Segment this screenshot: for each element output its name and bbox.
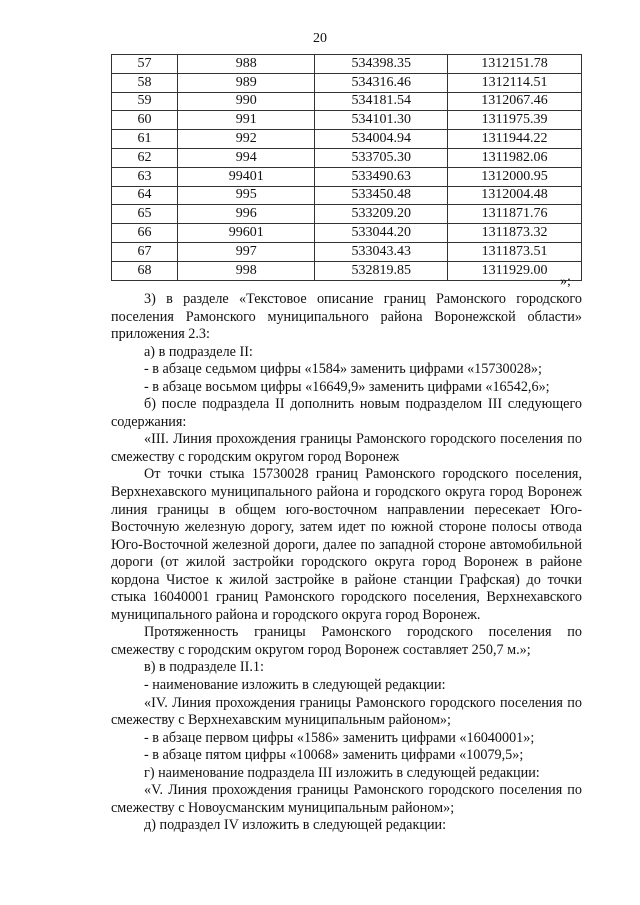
table-closing-quote: »; [560, 274, 571, 289]
table-row [112, 111, 582, 130]
table-cell: 990 [178, 92, 315, 111]
table-cell: 1311982.06 [448, 148, 582, 167]
table-cell: 99401 [178, 167, 315, 186]
table-row [112, 73, 582, 92]
table-cell: 1311871.76 [448, 205, 582, 224]
table-cell: 1312067.46 [448, 92, 582, 111]
table-cell: 994 [178, 148, 315, 167]
table-cell: 534181.54 [315, 92, 448, 111]
table-cell: 996 [178, 205, 315, 224]
table-cell: 58 [112, 73, 178, 92]
paragraph: - в абзаце пятом цифры «10068» заменить цифрами «10079,5»; [144, 747, 524, 764]
table-row [112, 130, 582, 149]
table-cell: 57 [112, 55, 178, 74]
table-cell: 533450.48 [315, 186, 448, 205]
table-row [112, 186, 582, 205]
paragraph: От точки стыка 15730028 границ Рамонского городского поселения, Верхнехавского муниципального района и городского округа город Воронеж линия границы в общем юго-восточном направлении пересекает Юго-Восточную железную дорогу, затем идет по южной стороне полосы отвода Юго-Восточной железной дороги, далее по западной стороне автомобильной дороги (от жилой застройки городского округа город Воронеж в районе кордона Чистое к жилой застройке в районе станции Графская) до точки стыка 16040001 границ Рамонского городского поселения, Верхнехавского муниципального района и городского округа город Воронеж. [111, 466, 582, 623]
table-cell: 992 [178, 130, 315, 149]
table-cell: 1311975.39 [448, 111, 582, 130]
table-cell: 1312000.95 [448, 167, 582, 186]
paragraph: «IV. Линия прохождения границы Рамонского городского поселения по смежеству с Верхнехавским муниципальным районом»; [111, 694, 582, 729]
table-cell: 995 [178, 186, 315, 205]
table-cell: 59 [112, 92, 178, 111]
paragraph: г) наименование подраздела III изложить в следующей редакции: [144, 764, 540, 781]
table-cell: 1311873.51 [448, 242, 582, 261]
table-cell: 533705.30 [315, 148, 448, 167]
table-cell: 534398.35 [315, 55, 448, 74]
paragraph: Протяженность границы Рамонского городского поселения по смежеству с городским округом город Воронеж составляет 250,7 м.»; [111, 624, 582, 658]
paragraph: 3) в разделе «Текстовое описание границ Рамонского городского поселения Рамонского муниципального района Воронежской области» приложения 2.3: [111, 291, 582, 343]
table-cell: 533043.43 [315, 242, 448, 261]
table-row [112, 261, 582, 280]
table-cell: 61 [112, 130, 178, 149]
table-cell: 534101.30 [315, 111, 448, 130]
table-cell: 68 [112, 261, 178, 280]
paragraph: «III. Линия прохождения границы Рамонского городского поселения по смежеству с городским округом город Воронеж [111, 431, 582, 465]
paragraph: - в абзаце первом цифры «1586» заменить цифрами «16040001»; [144, 729, 535, 746]
page-number: 20 [313, 31, 327, 46]
table-cell: 988 [178, 55, 315, 74]
paragraph: - в абзаце седьмом цифры «1584» заменить цифрами «15730028»; [144, 361, 542, 378]
table-row [112, 167, 582, 186]
table-row [112, 55, 582, 74]
coordinates-table [111, 54, 582, 281]
table-cell: 99601 [178, 224, 315, 243]
paragraph: «V. Линия прохождения границы Рамонского городского поселения по смежеству с Новоусманским муниципальным районом»; [111, 782, 582, 816]
table-cell: 991 [178, 111, 315, 130]
table-cell: 1311944.22 [448, 130, 582, 149]
table-cell: 533490.63 [315, 167, 448, 186]
table-cell: 534316.46 [315, 73, 448, 92]
table-row [112, 205, 582, 224]
table-cell: 534004.94 [315, 130, 448, 149]
paragraph: - в абзаце восьмом цифры «16649,9» заменить цифрами «16542,6»; [144, 378, 550, 395]
table-cell: 66 [112, 224, 178, 243]
table-cell: 62 [112, 148, 178, 167]
table-cell: 1311873.32 [448, 224, 582, 243]
table-cell: 60 [112, 111, 178, 130]
paragraph: в) в подразделе II.1: [144, 659, 264, 676]
table-cell: 1312004.48 [448, 186, 582, 205]
table-cell: 1311929.00 [448, 261, 582, 280]
table-cell: 997 [178, 242, 315, 261]
paragraph: б) после подраздела II дополнить новым подразделом III следующего содержания: [111, 396, 582, 430]
table-row [112, 92, 582, 111]
table-cell: 1312151.78 [448, 55, 582, 74]
table-cell: 532819.85 [315, 261, 448, 280]
table-row [112, 242, 582, 261]
table-cell: 533209.20 [315, 205, 448, 224]
table-row [112, 148, 582, 167]
paragraph: а) в подразделе II: [144, 343, 253, 360]
table-cell: 67 [112, 242, 178, 261]
table-row [112, 224, 582, 243]
document-body [111, 291, 582, 835]
paragraph: - наименование изложить в следующей редакции: [144, 677, 446, 694]
table-cell: 989 [178, 73, 315, 92]
paragraph: д) подраздел IV изложить в следующей редакции: [144, 817, 447, 834]
table-cell: 533044.20 [315, 224, 448, 243]
table-cell: 1312114.51 [448, 73, 582, 92]
table-cell: 63 [112, 167, 178, 186]
table-cell: 998 [178, 261, 315, 280]
table-cell: 65 [112, 205, 178, 224]
table-cell: 64 [112, 186, 178, 205]
